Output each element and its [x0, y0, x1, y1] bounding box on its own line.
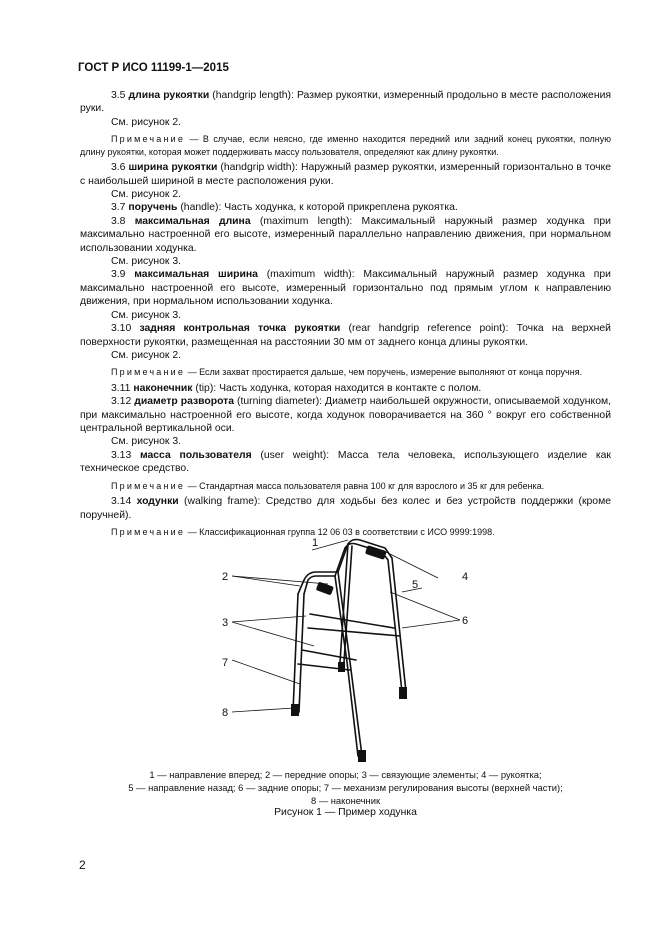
leader-7 — [232, 660, 300, 684]
term-definition: (user weight): Масса тела человека, использующего изделие как техническое средство. — [80, 449, 611, 475]
term-name: максимальная длина — [134, 215, 251, 227]
document-header: ГОСТ Р ИСО 11199-1—2015 — [78, 62, 229, 74]
term-name: наконечник — [133, 382, 193, 394]
note-text: — Стандартная масса пользователя равна 100 кг для взрослого и 35 кг для ребенка. — [185, 480, 545, 491]
tip-right — [399, 687, 407, 699]
note-text: — Классификационная группа 12 06 03 в соответствии с ИСО 9999:1998. — [185, 526, 495, 537]
definition-3-10 — [80, 322, 611, 349]
leader-6a — [390, 592, 460, 620]
note-label: Примечание — [111, 480, 186, 491]
note-label: Примечание — [111, 134, 186, 145]
definitions-block — [80, 89, 611, 541]
term-definition: (rear handgrip reference point): Точка на верхней поверхности рукоятки, размещенная на расстоянии 30 мм от заднего конца длины рукоятки. — [80, 323, 611, 348]
term-definition: (handle): Часть ходунка, к которой прикреплена рукоятка. — [177, 202, 458, 214]
walking-frame-figure — [190, 532, 490, 772]
term-name: диаметр разворота — [134, 396, 235, 408]
term-name: ширина рукоятки — [128, 162, 218, 174]
term-number: 3.10 — [111, 323, 140, 335]
caption-line-2: 5 — направление назад; 6 — задние опоры; 7 — механизм регулирования высоты (верхней части); — [128, 782, 563, 793]
term-number: 3.6 — [111, 162, 129, 174]
cross-bar-top — [310, 614, 394, 628]
see-figure: См. рисунок 2. — [111, 189, 182, 201]
tip-center — [338, 662, 345, 672]
definition-3-6 — [80, 161, 611, 188]
note — [80, 480, 611, 493]
label-2: 2 — [222, 571, 229, 583]
rear-left-leg-inner — [299, 594, 304, 712]
term-definition: (walking frame): Средство для ходьбы без колес и без устройств поддержки (кроме поручней). — [80, 496, 611, 521]
label-4: 4 — [462, 571, 469, 583]
term-name: максимальная ширина — [134, 269, 258, 281]
leader-6b — [402, 620, 460, 628]
note — [80, 366, 611, 379]
note-label: Примечание — [111, 526, 186, 537]
note-label: Примечание — [111, 367, 186, 378]
leader-3a — [232, 616, 306, 622]
term-name: масса пользователя — [139, 449, 252, 461]
figure-title: Рисунок 1 — Пример ходунка — [274, 807, 417, 818]
note-text: — Если захват простирается дальше, чем поручень, измерение выполняют от конца поручня. — [185, 367, 583, 378]
term-definition: (maximum width): Максимальный наружный размер ходунка при максимально настроенной его высоте, измеренный горизонтально под прямым углом к направлению движения, при нормальном использовании ходунка. — [80, 269, 611, 308]
term-name: ходунки — [136, 496, 179, 508]
cross-bar-bottom — [308, 628, 400, 636]
see-figure: См. рисунок 2. — [111, 349, 182, 361]
tip-front-left — [291, 704, 299, 716]
definition-3-13 — [80, 449, 611, 476]
term-definition: (maximum length): Максимальный наружный размер ходунка при максимально настроенной его высоте, измеренный параллельно направлению движения, при нормальном использовании ходунка. — [80, 215, 611, 254]
caption-line-3: 8 — наконечник — [310, 795, 381, 806]
term-number: 3.8 — [111, 215, 135, 227]
definition-3-7 — [80, 201, 611, 214]
definition-3-11 — [80, 382, 611, 395]
note — [80, 133, 611, 158]
rear-left-leg — [293, 594, 298, 712]
page-number: 2 — [79, 858, 86, 872]
label-7: 7 — [222, 657, 229, 669]
term-name: длина рукоятки — [128, 90, 210, 101]
term-number: 3.13 — [111, 449, 140, 461]
leader-8 — [232, 708, 294, 712]
term-definition: (handgrip length): Размер рукоятки, измеренный продольно в месте расположения руки. — [80, 90, 612, 115]
note-text: — В случае, если неясно, где именно находится передний или задний конец рукоятки, полную длину рукоятки, которая может поддерживать массу пользователя, определяют как длину рукоятки. — [80, 134, 611, 157]
label-5: 5 — [412, 579, 419, 591]
term-name: задняя контрольная точка рукоятки — [139, 323, 341, 335]
definition-3-9 — [80, 268, 611, 308]
term-number: 3.12 — [111, 396, 135, 408]
label-3: 3 — [222, 617, 229, 629]
see-figure: См. рисунок 3. — [111, 436, 182, 448]
label-6: 6 — [462, 615, 469, 627]
definition-3-14 — [80, 495, 611, 522]
term-number: 3.9 — [111, 269, 135, 281]
see-figure: См. рисунок 2. — [111, 116, 182, 128]
label-1: 1 — [312, 537, 319, 549]
term-definition: (turning diameter): Диаметр наибольшей окружности, описываемой ходунком, при максимально настроенной его высоте, когда ходунок поворачивается на 360 ° вокруг его собственной центральной вертикальной оси. — [80, 396, 612, 435]
front-left-leg — [298, 572, 362, 756]
term-name: поручень — [128, 202, 178, 214]
figure-caption — [80, 768, 611, 807]
tip-front — [358, 750, 366, 762]
definition-3-8 — [80, 215, 611, 255]
label-8: 8 — [222, 707, 229, 719]
caption-line-1: 1 — направление вперед; 2 — передние опоры; 3 — связующие элементы; 4 — рукоятка; — [149, 769, 542, 780]
definition-3-5 — [80, 89, 611, 116]
definition-3-12 — [80, 395, 611, 435]
term-number: 3.5 — [111, 90, 129, 101]
term-number: 3.7 — [111, 202, 129, 214]
see-figure: См. рисунок 3. — [111, 309, 182, 321]
term-definition: (handgrip width): Наружный размер рукоятки, измеренный горизонтально в точке с наибольшей шириной в месте расположения руки. — [80, 162, 611, 187]
term-number: 3.11 — [111, 382, 134, 394]
term-number: 3.14 — [111, 496, 137, 508]
see-figure: См. рисунок 3. — [111, 256, 182, 268]
term-definition: (tip): Часть ходунка, которая находится в контакте с полом. — [192, 382, 482, 394]
